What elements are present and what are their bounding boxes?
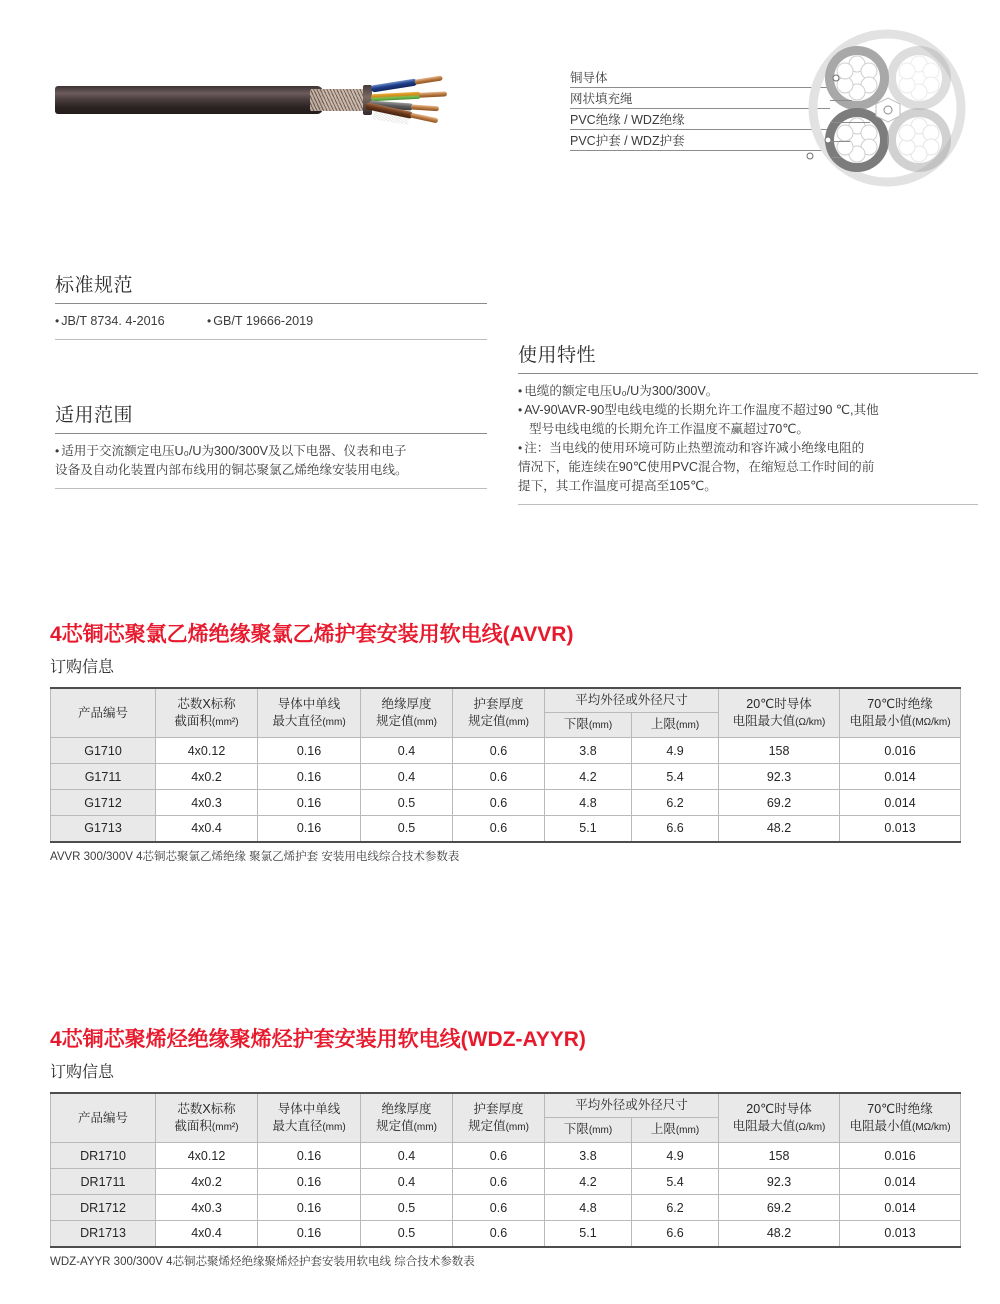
th-line-2: 电阻最小值	[849, 1118, 912, 1133]
cell-insulation: 0.4	[361, 1169, 453, 1195]
th-unit: (mm)	[413, 1121, 437, 1133]
cell-res70: 0.014	[840, 1169, 961, 1195]
table-row	[51, 790, 961, 816]
th-single-wire-diameter	[258, 688, 361, 738]
cell-res70: 0.014	[840, 790, 961, 816]
table-caption: AVVR 300/300V 4芯铜芯聚氯乙烯绝缘 聚氯乙烯护套 安装用电线综合技术参数表	[50, 850, 460, 863]
copper-tip	[414, 75, 442, 84]
th-sheath-thickness	[453, 1093, 545, 1143]
cable-jacket	[55, 86, 323, 114]
th-line-1: 芯数X标称	[177, 696, 236, 711]
th-unit: (MΩ/km)	[911, 1121, 951, 1133]
cell-wire: 0.16	[258, 816, 361, 842]
section-body	[55, 434, 487, 480]
cell-product-code: DR1710	[51, 1143, 156, 1169]
cell-insulation: 0.5	[361, 1221, 453, 1247]
th-line-1: 护套厚度	[473, 696, 524, 711]
th-line-2: 规定值	[468, 713, 506, 728]
cell-od-max: 5.4	[632, 1169, 719, 1195]
callout-label: 网状填充绳	[570, 92, 633, 106]
th-line-2: 截面积	[174, 713, 212, 728]
cell-wire: 0.16	[258, 1195, 361, 1221]
feature-line-5: 情况下，能连续在90℃使用PVC混合物，在缩短总工作时间的前	[518, 460, 875, 474]
cell-res20: 92.3	[719, 764, 840, 790]
copper-tip	[411, 104, 439, 111]
cell-od-min: 4.8	[545, 790, 632, 816]
cable-braid-shield	[310, 89, 370, 111]
cell-od-min: 4.2	[545, 764, 632, 790]
th-unit: (Ω/km)	[795, 716, 826, 728]
cable-core-blue	[371, 78, 418, 92]
spec-table-wdz-ayyr	[50, 1092, 961, 1248]
th-resistance-20c	[719, 1093, 840, 1143]
section-usage-characteristics	[518, 340, 978, 505]
cell-res70: 0.013	[840, 1221, 961, 1247]
table-row	[51, 1143, 961, 1169]
conductor-bundle-top-right	[887, 46, 951, 110]
th-unit: (mm)	[505, 716, 529, 728]
cell-sheath: 0.6	[453, 816, 545, 842]
section-scope-of-application	[55, 400, 487, 489]
th-unit: (mm)	[413, 716, 437, 728]
cell-insulation: 0.4	[361, 738, 453, 764]
th-insulation-thickness	[361, 688, 453, 738]
cell-sheath: 0.6	[453, 738, 545, 764]
cell-insulation: 0.5	[361, 790, 453, 816]
callout-insulation	[570, 112, 830, 133]
copper-tip	[410, 113, 438, 124]
cable-cross-section-diagram	[806, 28, 968, 188]
cell-wire: 0.16	[258, 790, 361, 816]
callout-rule	[570, 108, 830, 109]
th-line-2: 规定值	[376, 713, 414, 728]
callout-label: PVC护套 / WDZ护套	[570, 134, 685, 148]
cell-res20: 69.2	[719, 790, 840, 816]
product-subtitle-ordering-info: 订购信息	[50, 659, 115, 676]
pointer-dot-sheath	[807, 153, 813, 159]
scope-line-1: • 适用于交流额定电压U₀/U为300/300V及以下电器、仪表和电子	[55, 442, 487, 461]
callout-filler-rope	[570, 91, 830, 112]
product-subtitle-ordering-info: 订购信息	[50, 1064, 115, 1081]
cell-wire: 0.16	[258, 1169, 361, 1195]
cell-insulation: 0.5	[361, 816, 453, 842]
th-line-1: 护套厚度	[473, 1101, 524, 1116]
th-unit: (mm)	[322, 716, 346, 728]
th-unit: (mm²)	[211, 1121, 239, 1133]
cell-product-code: DR1713	[51, 1221, 156, 1247]
table-row	[51, 1195, 961, 1221]
th-line-2: 规定值	[376, 1118, 414, 1133]
th-od-upper-limit: 上限(mm)	[632, 1117, 719, 1142]
table-row	[51, 764, 961, 790]
cell-od-min: 4.8	[545, 1195, 632, 1221]
leader-line-conductor	[830, 100, 852, 101]
th-cores-section	[156, 688, 258, 738]
table-caption: WDZ-AYYR 300/300V 4芯铜芯聚烯烃绝缘聚烯烃护套安装用软电线 综合技术参数表	[50, 1255, 475, 1268]
cell-res70: 0.016	[840, 738, 961, 764]
scope-line-2: 设备及自动化装置内部布线用的铜芯聚氯乙烯绝缘安装用电线。	[55, 463, 408, 477]
th-cores-section	[156, 1093, 258, 1143]
section-title: 使用特性	[518, 345, 597, 366]
th-line-1: 绝缘厚度	[381, 1101, 432, 1116]
th-line-2: 电阻最大值	[732, 1118, 796, 1133]
cell-od-max: 5.4	[632, 764, 719, 790]
section-title: 适用范围	[55, 405, 134, 426]
callout-rule	[570, 129, 830, 130]
feature-line-2: • AV-90\AVR-90型电线电缆的长期允许工作温度不超过90 ℃,其他	[518, 401, 978, 420]
section-title: 标准规范	[55, 275, 134, 296]
pointer-dot-conductor	[833, 75, 839, 81]
section-body	[518, 374, 978, 496]
standard-item-gbt: • GB/T 19666-2019	[207, 312, 313, 331]
cell-od-max: 4.9	[632, 738, 719, 764]
cell-od-max: 6.2	[632, 790, 719, 816]
leader-line-filler	[830, 122, 870, 123]
cell-res20: 92.3	[719, 1169, 840, 1195]
th-line-1: 70℃时绝缘	[867, 696, 933, 711]
th-line-2: 电阻最小值	[849, 713, 912, 728]
pointer-dot-insulation	[825, 137, 831, 143]
callout-label: 铜导体	[570, 71, 608, 85]
cell-sheath: 0.6	[453, 1143, 545, 1169]
th-line-2: 最大直径	[272, 713, 323, 728]
cell-od-min: 3.8	[545, 1143, 632, 1169]
th-outer-diameter-group: 平均外径或外径尺寸	[545, 1093, 719, 1117]
cell-cores: 4x0.12	[156, 738, 258, 764]
cell-cores: 4x0.3	[156, 1195, 258, 1221]
th-line-1: 绝缘厚度	[381, 696, 432, 711]
th-line-2: 电阻最大值	[732, 713, 796, 728]
th-od-lower-limit: 下限(mm)	[545, 712, 632, 737]
cell-product-code: DR1712	[51, 1195, 156, 1221]
copper-tip	[419, 91, 447, 97]
cell-insulation: 0.4	[361, 764, 453, 790]
cell-res70: 0.014	[840, 1195, 961, 1221]
product-title: 4芯铜芯聚氯乙烯绝缘聚氯乙烯护套安装用软电线(AVVR)	[50, 623, 574, 646]
th-line-2: 规定值	[468, 1118, 506, 1133]
cell-od-max: 6.6	[632, 1221, 719, 1247]
cell-sheath: 0.6	[453, 764, 545, 790]
cell-od-min: 3.8	[545, 738, 632, 764]
th-product-code: 产品编号	[51, 688, 156, 738]
callout-copper-conductor	[570, 70, 830, 91]
cell-wire: 0.16	[258, 738, 361, 764]
cell-od-min: 5.1	[545, 1221, 632, 1247]
cell-res70: 0.013	[840, 816, 961, 842]
feature-line-6: 提下，其工作温度可提高至105℃。	[518, 479, 717, 493]
th-outer-diameter-group: 平均外径或外径尺寸	[545, 688, 719, 712]
cell-cores: 4x0.3	[156, 790, 258, 816]
cell-res20: 158	[719, 1143, 840, 1169]
th-line-2: 最大直径	[272, 1118, 323, 1133]
cable-photo	[55, 80, 405, 120]
cell-wire: 0.16	[258, 1143, 361, 1169]
cell-cores: 4x0.12	[156, 1143, 258, 1169]
th-insulation-resistance-70c	[840, 688, 961, 738]
leader-line-sheath	[830, 157, 842, 158]
cable-core-yellow-green	[371, 92, 421, 102]
section-body	[55, 304, 487, 331]
feature-line-1: • 电缆的额定电压U₀/U为300/300V。	[518, 382, 978, 401]
section-bottom-divider	[55, 339, 487, 340]
th-line-1: 导体中单线	[277, 696, 341, 711]
standard-item-jbt: • JB/T 8734. 4-2016	[55, 312, 207, 331]
cell-sheath: 0.6	[453, 790, 545, 816]
callout-sheath	[570, 133, 830, 154]
th-line-1: 芯数X标称	[177, 1101, 236, 1116]
section-bottom-divider	[55, 488, 487, 489]
th-sheath-thickness	[453, 688, 545, 738]
th-line-1: 20℃时导体	[746, 1101, 812, 1116]
cell-res20: 48.2	[719, 1221, 840, 1247]
cell-sheath: 0.6	[453, 1195, 545, 1221]
cell-product-code: G1710	[51, 738, 156, 764]
table-row	[51, 816, 961, 842]
cell-cores: 4x0.2	[156, 1169, 258, 1195]
th-unit: (mm²)	[211, 716, 239, 728]
th-unit: (Ω/km)	[795, 1121, 826, 1133]
th-od-lower-limit: 下限(mm)	[545, 1117, 632, 1142]
th-od-upper-limit: 上限(mm)	[632, 712, 719, 737]
cell-res20: 158	[719, 738, 840, 764]
callout-rule	[570, 150, 830, 151]
th-line-1: 导体中单线	[277, 1101, 341, 1116]
cell-insulation: 0.4	[361, 1143, 453, 1169]
callout-rule	[570, 87, 830, 88]
cell-res20: 48.2	[719, 816, 840, 842]
cell-sheath: 0.6	[453, 1221, 545, 1247]
cell-od-max: 6.2	[632, 1195, 719, 1221]
cell-wire: 0.16	[258, 764, 361, 790]
spec-table-avvr	[50, 687, 961, 843]
table-row	[51, 738, 961, 764]
th-insulation-thickness	[361, 1093, 453, 1143]
cell-wire: 0.16	[258, 1221, 361, 1247]
cell-insulation: 0.5	[361, 1195, 453, 1221]
table-row	[51, 1221, 961, 1247]
th-unit: (mm)	[505, 1121, 529, 1133]
table-row	[51, 1169, 961, 1195]
cell-sheath: 0.6	[453, 1169, 545, 1195]
feature-line-3: 型号电线电缆的长期允许工作温度不赢超过70℃。	[529, 422, 810, 436]
cell-cores: 4x0.4	[156, 1221, 258, 1247]
cell-res20: 69.2	[719, 1195, 840, 1221]
cell-cores: 4x0.4	[156, 816, 258, 842]
cell-od-max: 6.6	[632, 816, 719, 842]
th-unit: (mm)	[322, 1121, 346, 1133]
cell-od-min: 5.1	[545, 816, 632, 842]
cell-product-code: G1713	[51, 816, 156, 842]
th-line-1: 70℃时绝缘	[867, 1101, 933, 1116]
cable-callout-labels	[570, 70, 830, 154]
cell-cores: 4x0.2	[156, 764, 258, 790]
feature-line-4: • 注：当电线的使用环境可防止热塑流动和容许减小绝缘电阻的	[518, 439, 978, 458]
th-line-1: 20℃时导体	[746, 696, 812, 711]
th-line-2: 截面积	[174, 1118, 212, 1133]
cell-res70: 0.014	[840, 764, 961, 790]
product-title: 4芯铜芯聚烯烃绝缘聚烯烃护套安装用软电线(WDZ-AYYR)	[50, 1028, 586, 1051]
section-standard-specification	[55, 270, 487, 340]
product-block-wdz-ayyr	[50, 1027, 960, 1269]
product-block-avvr	[50, 622, 960, 864]
callout-label: PVC绝缘 / WDZ绝缘	[570, 113, 685, 127]
th-resistance-20c	[719, 688, 840, 738]
hero-illustration-area	[0, 0, 1000, 215]
section-bottom-divider	[518, 504, 978, 505]
th-single-wire-diameter	[258, 1093, 361, 1143]
th-unit: (MΩ/km)	[911, 716, 951, 728]
cell-product-code: G1711	[51, 764, 156, 790]
leader-line-insulation	[830, 141, 850, 142]
cell-product-code: DR1711	[51, 1169, 156, 1195]
th-insulation-resistance-70c	[840, 1093, 961, 1143]
cell-product-code: G1712	[51, 790, 156, 816]
cell-od-max: 4.9	[632, 1143, 719, 1169]
cell-res70: 0.016	[840, 1143, 961, 1169]
th-product-code: 产品编号	[51, 1093, 156, 1143]
cell-od-min: 4.2	[545, 1169, 632, 1195]
